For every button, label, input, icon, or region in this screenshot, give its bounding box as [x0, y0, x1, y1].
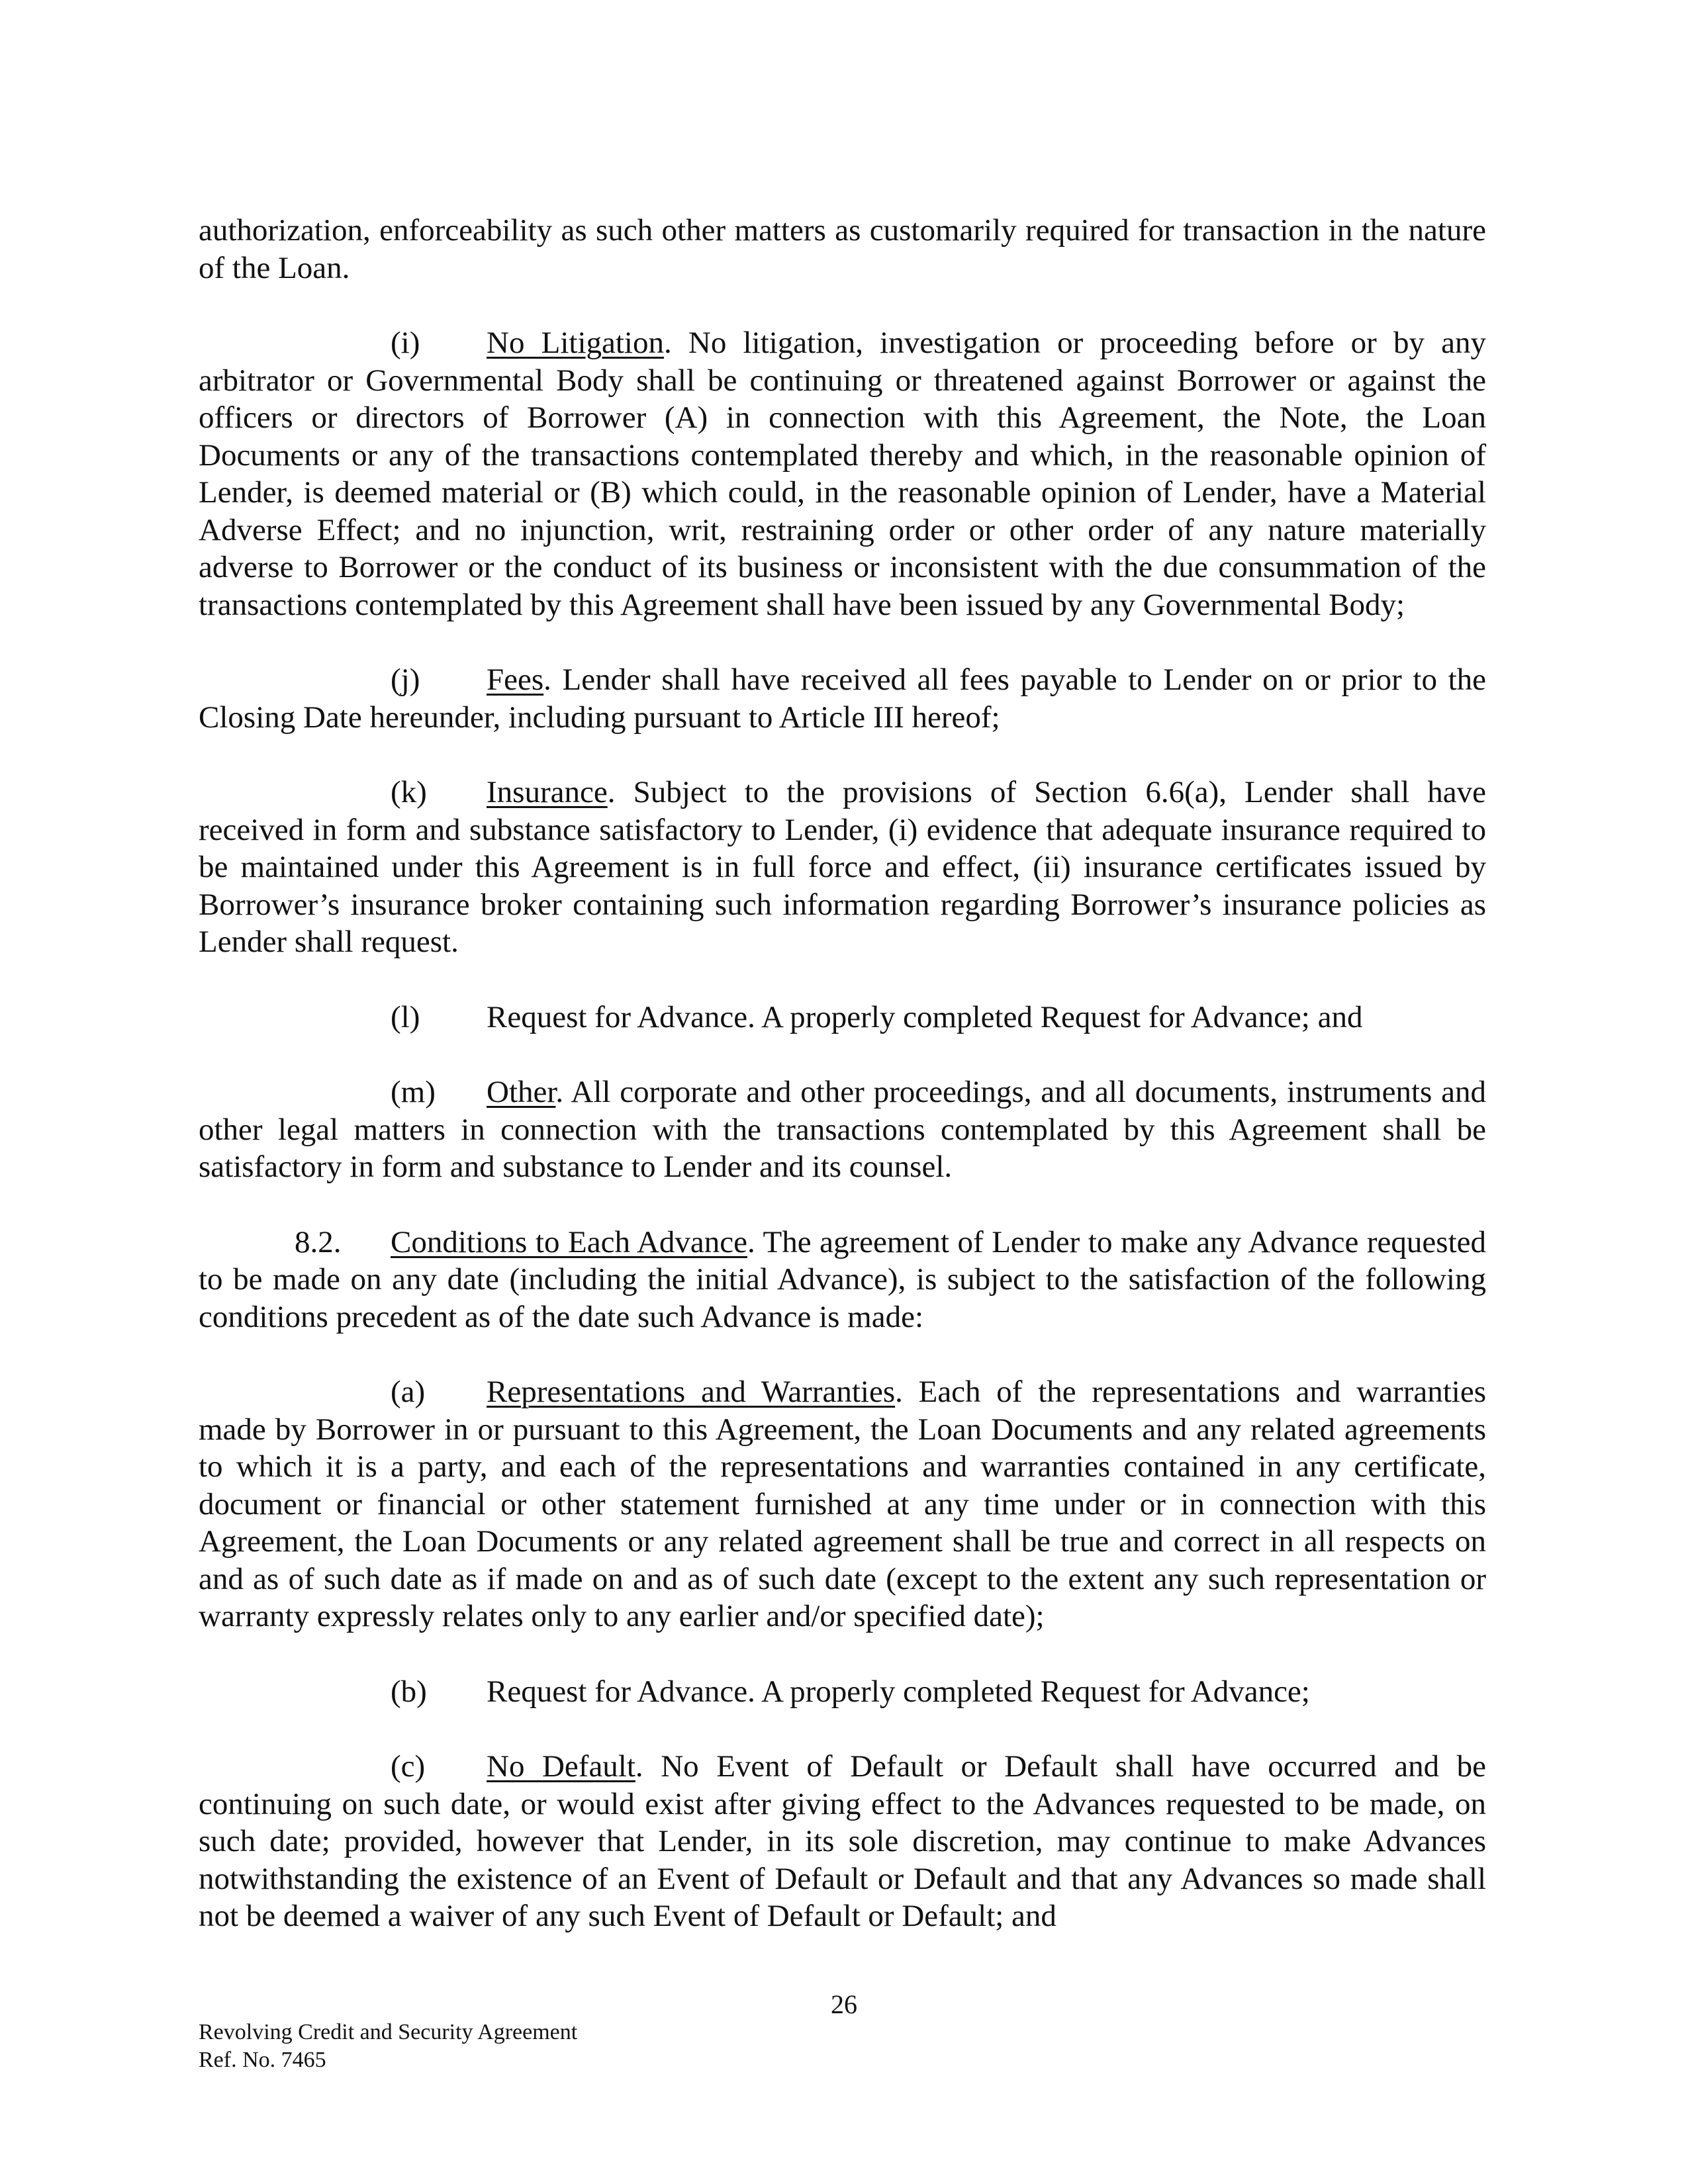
- clause-l: [199, 999, 1486, 1036]
- section-8-2: [199, 1224, 1486, 1336]
- clause-b: [199, 1673, 1486, 1711]
- clause-label: (b): [391, 1674, 427, 1709]
- clause-title: Representations and Warranties: [487, 1375, 896, 1409]
- clause-body: . No Event of Default or Default shall have occurred and be continuing on such date, or would exist after giving effect to the Advances requested to be made, on such date; provided, however that Lender, in its sole discretion, may continue to make Advances notwithstanding the existence of an Event of Default or Default and that any Advances so made shall not be deemed a waiver of any such Event of Default or Default; and: [199, 1749, 1486, 1933]
- clause-label: (c): [391, 1749, 426, 1784]
- clause-title: Fees: [487, 662, 544, 697]
- clause-body: . Subject to the provisions of Section 6.6(a), Lender shall have received in form and substance satisfactory to Lender, (i) evidence that adequate insurance required to be maintained under this Agreement is in full force and effect, (ii) insurance certificates issued by Borrower’s insurance broker containing such information regarding Borrower’s insurance policies as Lender shall request.: [199, 775, 1486, 959]
- clause-title: No Litigation: [487, 326, 664, 360]
- clause-c: [199, 1748, 1486, 1935]
- clause-label: (a): [391, 1375, 426, 1409]
- clause-label: (j): [391, 662, 420, 697]
- clause-label: (k): [391, 775, 427, 809]
- clause-m: [199, 1073, 1486, 1186]
- section-body: . The agreement of Lender to make any Advance requested to be made on any date (including the initial Advance), is subject to the satisfaction of the following conditions precedent as of the date such Advance is made:: [199, 1224, 1486, 1334]
- clause-body: Request for Advance. A properly completed Request for Advance;: [487, 1674, 1310, 1709]
- clause-j: [199, 661, 1486, 736]
- section-title: Conditions to Each Advance: [391, 1224, 748, 1259]
- clause-label: (m): [391, 1075, 436, 1109]
- footer: [199, 2019, 577, 2074]
- clause-title: No Default: [487, 1749, 635, 1784]
- page-number: 26: [831, 1989, 857, 2019]
- clause-k: [199, 774, 1486, 961]
- clause-a: [199, 1373, 1486, 1635]
- clause-title: Other: [487, 1075, 556, 1109]
- clause-body: . No litigation, investigation or proceeding before or by any arbitrator or Governmental Body shall be continuing or threatened against Borrower or against the officers or directors of Borrower (A) in connection with this Agreement, the Note, the Loan Documents or any of the transactions contemplated thereby and which, in the reasonable opinion of Lender, is deemed material or (B) which could, in the reasonable opinion of Lender, have a Material Adverse Effect; and no injunction, writ, restraining order or other order of any nature materially adverse to Borrower or the conduct of its business or inconsistent with the due consummation of the transactions contemplated by this Agreement shall have been issued by any Governmental Body;: [199, 326, 1486, 622]
- clause-label: (i): [391, 326, 420, 360]
- clause-body: . Each of the representations and warranties made by Borrower in or pursuant to this Agreement, the Loan Documents and any related agreements to which it is a party, and each of the representations and warranties contained in any certificate, document or financial or other statement furnished at any time under or in connection with this Agreement, the Loan Documents or any related agreement shall be true and correct in all respects on and as of such date as if made on and as of such date (except to the extent any such representation or warranty expressly relates only to any earlier and/or specified date);: [199, 1375, 1486, 1633]
- footer-doc-title: Revolving Credit and Security Agreement: [199, 2020, 578, 2044]
- clause-label: (l): [391, 999, 420, 1034]
- clause-body: . All corporate and other proceedings, and all documents, instruments and other legal matters in connection with the transactions contemplated by this Agreement shall be satisfactory in form and substance to Lender and its counsel.: [199, 1075, 1486, 1184]
- clause-title: Insurance: [487, 775, 608, 809]
- clause-i: [199, 324, 1486, 623]
- intro-paragraph: authorization, enforceability as such other matters as customarily required for transaction in the nature of the Loan.: [199, 213, 1486, 285]
- clause-body: . Lender shall have received all fees payable to Lender on or prior to the Closing Date hereunder, including pursuant to Article III hereof;: [199, 662, 1486, 735]
- clause-body: Request for Advance. A properly completed Request for Advance; and: [487, 999, 1363, 1034]
- section-number: 8.2.: [295, 1224, 342, 1259]
- footer-ref: Ref. No. 7465: [199, 2048, 326, 2072]
- body-text: [199, 212, 1486, 1973]
